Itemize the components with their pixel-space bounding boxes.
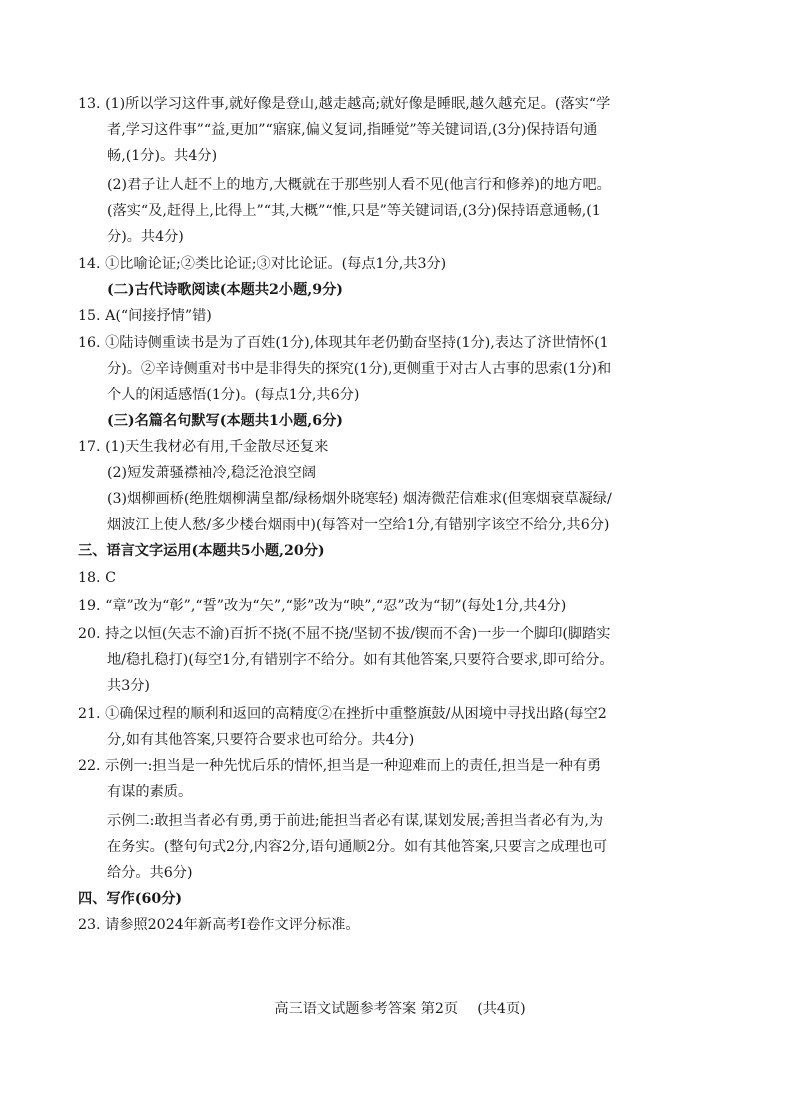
footer-title: 高三语文试题参考答案 第2页	[274, 1001, 459, 1017]
q13-line3: 畅,(1分)。共4分)	[107, 148, 218, 164]
q13-part2-line1: (2)君子让人赶不上的地方,大概就在于那些别人看不见(他言行和修养)的地方吧。	[107, 177, 611, 193]
q22-line1: 22. 示例一:担当是一种先忧后乐的情怀,担当是一种迎难而上的责任,担当是一种有勇	[78, 758, 602, 774]
q13-line1: 13. (1)所以学习这件事,就好像是登山,越走越高;就好像是睡眠,越久越充足。(落实“学	[78, 96, 611, 112]
q22-line4: 在务实。(整句句式2分,内容2分,语句通顺2分。如有其他答案,只要言之成理也可	[107, 839, 608, 855]
q23-answer: 23. 请参照2024年新高考Ⅰ卷作文评分标准。	[78, 917, 360, 933]
q20-line1: 20. 持之以恒(矢志不渝)百折不挠(不屈不挠/坚韧不拔/锲而不舍)一步一个脚印(脚踏实	[78, 626, 611, 642]
q13-part2-line2: (落实“及,赶得上,比得上”“其,大概”“惟,只是”等关键词语,(3分)保持语意通畅,(1	[107, 203, 601, 219]
q16-line3: 个人的闲适感悟(1分)。(每点1分,共6分)	[107, 387, 360, 403]
q20-line2: 地/稳扎稳打)(每空1分,有错别字不给分。如有其他答案,只要符合要求,即可给分。	[107, 652, 614, 668]
q17-line1: 17. (1)天生我材必有用,千金散尽还复来	[78, 439, 329, 455]
section-heading-poetry: (二)古代诗歌阅读(本题共2小题,9分)	[107, 282, 343, 298]
q21-line2: 分,如有其他答案,只要符合要求也可给分。共4分)	[107, 732, 415, 748]
q18-answer: 18. C	[78, 570, 116, 586]
q17-line4: 烟波江上使人愁/多少楼台烟雨中)(每答对一空给1分,有错别字该空不给分,共6分)	[107, 517, 610, 533]
q16-line1: 16. ①陆诗侧重读书是为了百姓(1分),体现其年老仍勤奋坚持(1分),表达了济世情怀(1	[78, 335, 609, 351]
q22-line3: 示例二:敢担当者必有勇,勇于前进;能担当者必有谋,谋划发展;善担当者必有为,为	[107, 813, 604, 829]
q14-answer: 14. ①比喻论证;②类比论证;③对比论证。(每点1分,共3分)	[78, 256, 447, 272]
q22-line5: 给分。共6分)	[107, 865, 193, 881]
q13-line2: 者,学习这件事”“益,更加”“寤寐,偏义复词,指睡觉”等关键词语,(3分)保持语句通	[107, 122, 598, 138]
q17-line3: (3)烟柳画桥(绝胜烟柳满皇都/绿杨烟外晓寒轻) 烟涛微茫信难求(但寒烟衰草凝绿/	[107, 491, 612, 507]
footer-total-pages: (共4页)	[477, 1001, 526, 1017]
section-heading-recite: (三)名篇名句默写(本题共1小题,6分)	[107, 413, 343, 429]
section-heading-writing: 四、写作(60分)	[78, 891, 183, 907]
section-heading-language: 三、语言文字运用(本题共5小题,20分)	[78, 543, 325, 559]
q20-line3: 共3分)	[107, 678, 150, 694]
q15-answer: 15. A(“间接抒情”错)	[78, 308, 212, 324]
q16-line2: 分)。②辛诗侧重对书中是非得失的探究(1分),更侧重于对古人古事的思索(1分)和	[107, 361, 612, 377]
page-footer	[0, 996, 800, 1021]
q17-line2: (2)短发萧骚襟袖冷,稳泛沧浪空阔	[107, 465, 317, 481]
q13-part2-line3: 分)。共4分)	[107, 229, 184, 245]
q22-line2: 有谋的素质。	[107, 784, 193, 800]
q19-answer: 19. “章”改为“彰”,“誓”改为“矢”,“影”改为“映”,“忍”改为“韧”(每处1分,共4分)	[78, 598, 567, 614]
q21-line1: 21. ①确保过程的顺利和返回的高精度②在挫折中重整旗鼓/从困境中寻找出路(每空2	[78, 706, 607, 722]
